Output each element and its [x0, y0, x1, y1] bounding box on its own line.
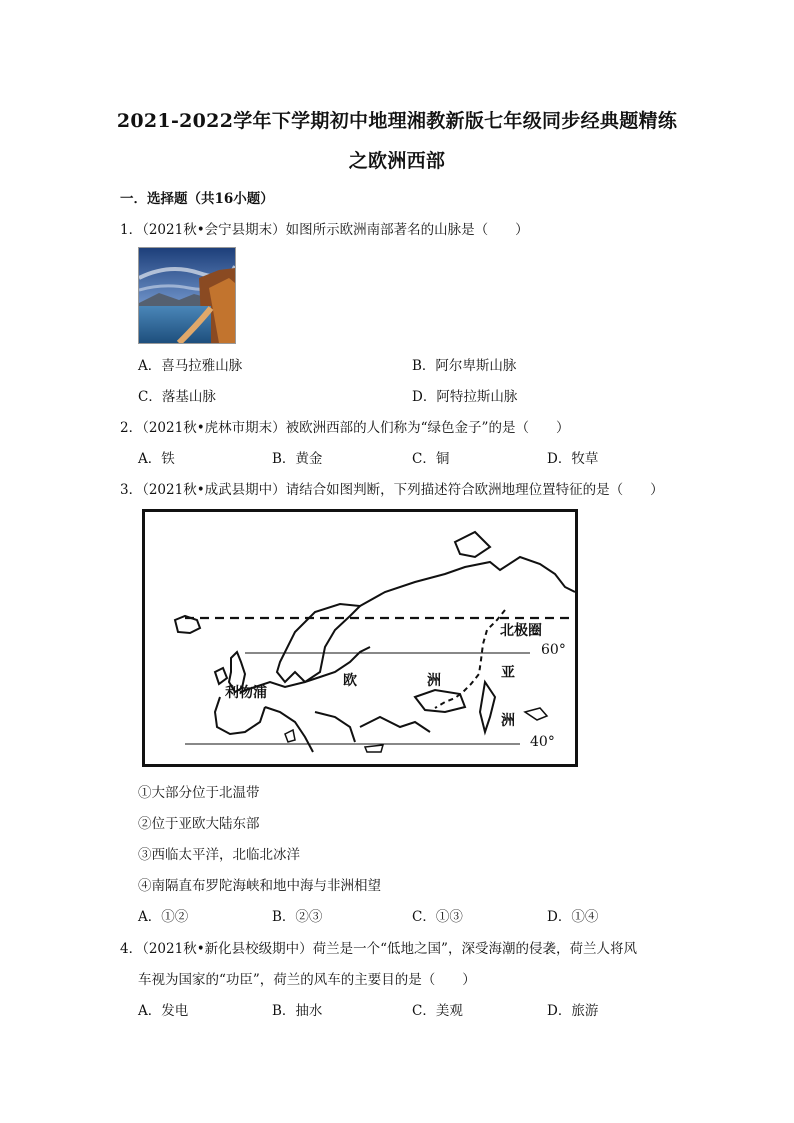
- q3-option-a: A．①②: [138, 909, 189, 925]
- q3-statement-1: ①大部分位于北温带: [138, 785, 260, 801]
- q3-option-c: C．①③: [412, 909, 463, 925]
- map-label-zhou-1: 洲: [427, 673, 441, 689]
- q1-option-d: D．阿特拉斯山脉: [412, 389, 518, 405]
- q1-option-b: B．阿尔卑斯山脉: [412, 358, 517, 374]
- q2-option-b: B．黄金: [272, 451, 323, 467]
- q4-option-b: B．抽水: [272, 1003, 323, 1019]
- q3-statement-2: ②位于亚欧大陆东部: [138, 816, 260, 832]
- q1-option-a: A．喜马拉雅山脉: [138, 358, 243, 374]
- question-4-stem-line2: 车视为国家的“功臣”，荷兰的风车的主要目的是（ ）: [138, 972, 476, 988]
- document-title-line1: 2021-2022学年下学期初中地理湘教新版七年级同步经典题精练: [116, 110, 678, 132]
- q2-option-a: A．铁: [138, 451, 175, 467]
- q3-statement-4: ④南隔直布罗陀海峡和地中海与非洲相望: [138, 878, 381, 894]
- document-title-line2: 之欧洲西部: [348, 150, 446, 172]
- lat-60-label: 60°: [541, 642, 566, 658]
- q3-statement-3: ③西临太平洋，北临北冰洋: [138, 847, 300, 863]
- arctic-circle-label: 北极圈: [500, 623, 542, 639]
- q4-option-a: A．发电: [138, 1003, 189, 1019]
- q4-option-c: C．美观: [412, 1003, 463, 1019]
- q4-option-d: D．旅游: [547, 1003, 599, 1019]
- lat-40-label: 40°: [530, 734, 555, 750]
- section-heading: 一．选择题（共16小题）: [120, 191, 274, 207]
- europe-map: [142, 509, 578, 767]
- question-3-stem: 3．（2021秋•成武县期中）请结合如图判断，下列描述符合欧洲地理位置特征的是（ ）: [120, 482, 664, 498]
- q2-option-d: D．牧草: [547, 451, 599, 467]
- alps-lake-photo: [138, 247, 236, 344]
- q3-option-b: B．②③: [272, 909, 323, 925]
- map-label-ya: 亚: [501, 665, 515, 681]
- question-2-stem: 2．（2021秋•虎林市期末）被欧洲西部的人们称为“绿色金子”的是（ ）: [120, 420, 570, 436]
- map-label-zhou-2: 洲: [501, 713, 515, 729]
- map-label-ou: 欧: [343, 673, 357, 689]
- question-1-stem: 1．（2021秋•会宁县期末）如图所示欧洲南部著名的山脉是（ ）: [120, 222, 529, 238]
- q3-option-d: D．①④: [547, 909, 599, 925]
- q1-option-c: C．落基山脉: [138, 389, 216, 405]
- q2-option-c: C．铜: [412, 451, 450, 467]
- question-4-stem-line1: 4．（2021秋•新化县校级期中）荷兰是一个“低地之国”，深受海潮的侵袭，荷兰人将风: [120, 941, 637, 957]
- map-label-liverpool: 利物浦: [225, 685, 267, 701]
